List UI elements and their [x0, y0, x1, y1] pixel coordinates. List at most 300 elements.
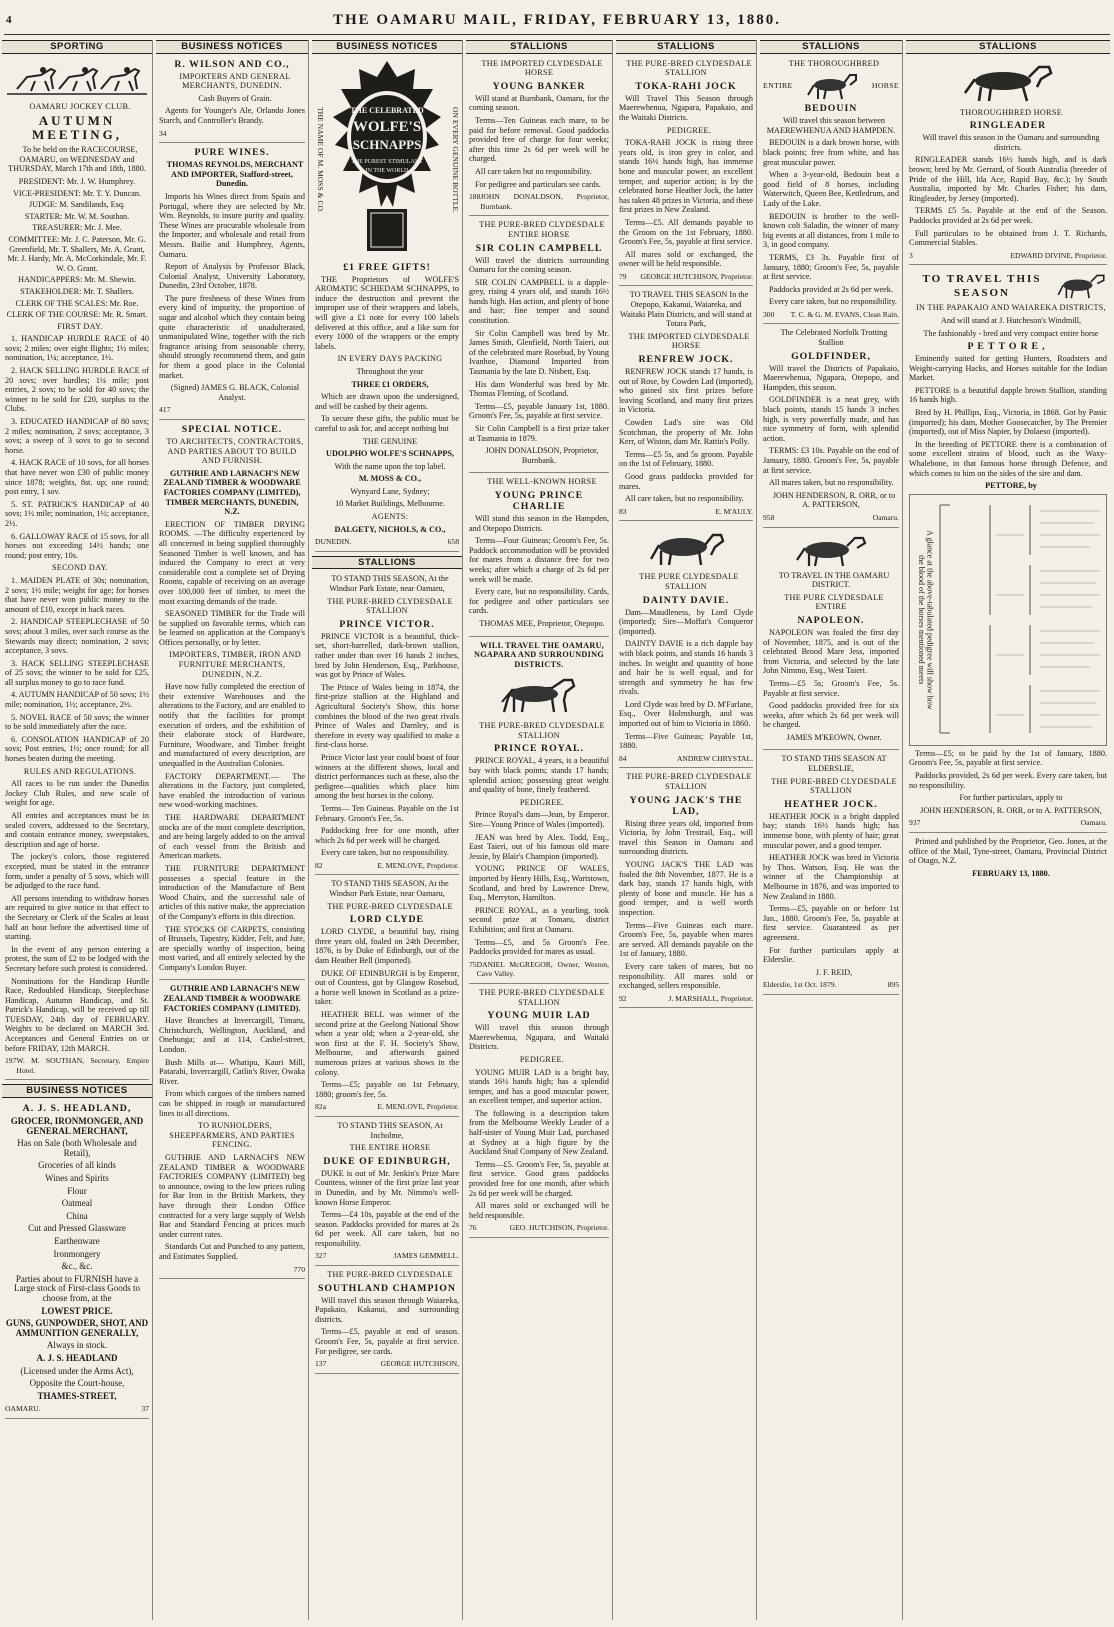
race-entry: 4. HACK RACE of 10 sovs, for all horses that have never won £30 of public money since 1878; weights, 8st. up; one round; post entry, 1 sov. — [5, 458, 149, 497]
grocer-line: Has on Sale (both Wholesale and Retail), — [17, 1138, 137, 1158]
stallion-type: THE IMPORTED CLYDESDALE HORSE — [628, 331, 750, 351]
official-entry: PRESIDENT: Mr. J. W. Humphrey. — [18, 176, 136, 186]
stallion-paragraph: In the breeding of PETTORE there is a combination of some excellent strains of blood, such as the Waxy-Whalebone, in that famous horse through Defence, and which comes to him on the sides of the sire and dam. — [909, 439, 1107, 478]
stallion-paragraph: Bred by H. Phillips, Esq., Victoria, in 1868. Got by Panic (imported); his dam, Mother Goosecatcher, by The Premier (imported), out of Miss Napier, by Dolaeso (imported). — [909, 408, 1107, 437]
official-entry: CLERK OF THE SCALES: Mr. Roe. — [15, 298, 139, 308]
stallion-paragraph: Terms—Ten Guineas each mare, to be paid for before removal. Good paddocks provided free of charge for four weeks; after this time 2s 6d per week will be charged. — [469, 115, 609, 164]
stallion-name: GOLDFINDER, — [791, 350, 871, 362]
printer-imprint — [909, 837, 1107, 885]
stallion-name: PRINCE VICTOR. — [339, 618, 435, 630]
grocer-line: Oatmeal — [61, 1198, 93, 1209]
proprietor-signature: GEORGE HUTCHISON, Proprietor. — [640, 271, 753, 281]
stallion-name: HEATHER JOCK. — [784, 798, 878, 810]
company-name: GUTHRIE AND LARNACH'S NEW ZEALAND TIMBER & WOODWARE FACTORIES COMPANY (LIMITED), TIMBER MERCHANTS, DUNEDIN, N.Z. — [163, 468, 301, 517]
travel-heading: TO TRAVEL THIS SEASON In the Otepopo, Kakanui, Waiareka, and Waitaki Plain Districts, and will stand at Totara Park, — [620, 290, 752, 329]
stallion-paragraph: TERMS, £3 3s. Payable first of January, 1880; Groom's Fee, 5s, payable at first service. — [763, 252, 899, 282]
stallion-paragraph: Terms—£5; payable on 1st February, 1880; groom's fee, 5s. — [315, 1080, 459, 1099]
proprietor-signature: DANIEL McGREGOR, Owner, Weston, Cave Valley. — [476, 959, 609, 979]
proprietor-signature: T. C. & G. M. EVANS, Clean Rain. — [790, 309, 899, 319]
advert-ref: 417 — [159, 405, 171, 415]
advert-paragraph: Have Branches at Invercargill, Timaru, Christchurch, Wellington, Auckland, and Onehunga; and at 114, Cashel-street, London. — [159, 1016, 305, 1055]
stallion-paragraph: For further particulars apply at Elderslie. — [763, 945, 899, 965]
advert-line: Cash Buyers of Grain. — [198, 93, 272, 103]
stallion-paragraph: For pedigree and particulars see cards. — [475, 179, 601, 189]
race-entry: 5. NOVEL RACE of 50 sovs; the winner to be sold immediately after the race. — [5, 712, 149, 732]
officials-list — [5, 177, 149, 320]
official-entry: CLERK OF THE COURSE: Mr. R. Smart. — [6, 310, 148, 320]
travel-area: IN THE PAPAKAIO AND WAIAREKA DISTRICTS, — [915, 303, 1107, 313]
travel-heading: TO TRAVEL THIS SEASON — [922, 273, 1042, 300]
clydesdale-horse-engraving — [641, 525, 731, 569]
young-jacks-the-lad-advert — [619, 772, 753, 1008]
stallion-paragraph: Paddocks provided, 2s 6d per week. Every care taken, but no responsibility. — [909, 771, 1107, 790]
prince-victor-advert — [315, 574, 459, 875]
proprietor-signature: JOHN DONALDSON, Proprietor, Burnbank. — [480, 192, 609, 211]
official-entry: COMMITTEE: Mr. J. C. Paterson, Mr. G. Greenfield, Mr. T. Shallers, Mr. A. Grant, Mr. J. Hardy, Mr. A. McCorkindale, Mr. F. W. O. Grant. — [7, 234, 147, 273]
stallion-paragraph: Terms—£5 5s, and 5s groom. Payable on the 1st of February, 1880. — [619, 449, 753, 469]
proprietor-signature: GEO. HUTCHISON, Proprietor. — [509, 1223, 609, 1233]
stallion-name: NAPOLEON. — [797, 614, 865, 626]
stallion-name: BEDOUIN — [804, 103, 858, 115]
seal-main-text-line2: SCHNAPPS — [352, 136, 422, 152]
column-heading-stallions: STALLIONS — [616, 40, 756, 54]
stallion-paragraph: Terms—£5; to be paid by the 1st of January, 1880. Groom's Fee, 5s, payable at first service. — [909, 748, 1107, 768]
advert-heading: PURE WINES. — [194, 147, 270, 159]
official-entry: JUDGE: M. Sandilands, Esq. — [29, 200, 125, 210]
advert-ref: 188 — [469, 192, 481, 202]
prince-royal-advert — [469, 641, 609, 984]
duke-edinburgh-advert — [315, 1121, 459, 1266]
stallion-paragraph: Sir Colin Campbell was bred by Mr. James Smith, Glenfield, North Taieri, out of the celebrated mare Rosebud, by Young Ivanhoe, Diamond Imported from Tasmania by the late D. Nisbett, Esq. — [469, 328, 609, 377]
agent-address: 10 Market Buildings, Melbourne. — [335, 499, 445, 509]
stallion-paragraph: TERMS: £3 10s. Payable on the end of January, 1880. Groom's Fee, 5s, payable at first service. — [763, 446, 899, 475]
pettore-advert — [909, 269, 1107, 833]
stallion-paragraph: All mares sold or exchanged, the owner will be held responsible. — [619, 249, 753, 269]
advert-line: THE GENUINE — [362, 436, 418, 446]
stallion-name: YOUNG JACK'S THE LAD, — [629, 794, 743, 817]
stallion-paragraph: Will travel this season through Maerewhenua, Ngapara, and Waitaki Districts. — [469, 1023, 609, 1052]
advert-paragraph: TO RUNHOLDERS, SHEEPFARMERS, AND PARTIES FENCING. — [169, 1121, 295, 1150]
stallion-paragraph: Terms—£5, payable on or before 1st Jan., 1880. Groom's Fee, 5s, payable at first service. Guaranteed as per agreement. — [763, 904, 899, 942]
stallion-heading: TO STAND THIS SEASON, At the Windsor Park Estate, near Oamaru, — [329, 879, 449, 899]
advert-ref: 770 — [293, 1264, 305, 1274]
advert-ref: 3 — [909, 250, 913, 260]
stallion-paragraph: Will stand this season in the Hampden, and Otepopo Districts. — [469, 513, 609, 533]
stallion-paragraph: Will travel this season through Waiareka, Papakaio, Kakanui, and surrounding districts. — [315, 1295, 459, 1324]
official-entry: HANDICAPPERS: Mr. M. Shewin. — [18, 275, 136, 285]
advert-ref: 658 — [447, 537, 459, 547]
race-entry: 2. HANDICAP STEEPLECHASE of 50 sovs; about 3 miles, over such course as the Stewards may direct; nomination, 2 sovs; acceptance, 3 sovs. — [5, 617, 149, 656]
stallion-paragraph: HEATHER BELL was winner of the second prize at the Geelong National Show when a year old; when a 2-year-old, she won first at the F. H. Society's Show, Melbourne, and afterwards gained numerous prizes at various shows in the colony. — [315, 1010, 459, 1077]
gifts-heading: £1 FREE GIFTS! — [343, 261, 431, 273]
pedigree-brackets — [910, 495, 1106, 743]
stallion-name: SIR COLIN CAMPBELL — [475, 242, 603, 254]
sir-colin-campbell-advert — [469, 220, 609, 473]
guthrie-branches-advert — [159, 984, 305, 1279]
race-entry: 4. AUTUMN HANDICAP of 50 sovs; 1½ mile; nomination, 1½; acceptance, 2½. — [5, 690, 149, 710]
stallion-type: THE PURE CLYDESDALE ENTIRE — [784, 592, 884, 612]
draught-horse-engraving — [494, 672, 584, 718]
column-heading-stallions: STALLIONS — [466, 40, 612, 54]
proprietor-signature: J. F. REID, — [815, 967, 853, 977]
grocer-line: THAMES-STREET, — [37, 1390, 117, 1401]
stallion-paragraph: JEAN was bred by Alex. Todd, Esq., East Taieri, out of his famous old mare Jessie, by Blair's Champion (imported). — [469, 832, 609, 861]
advert-town: Oamaru. — [872, 512, 899, 522]
stallion-type: THE PURE-BRED CLYDESDALE STALLION — [479, 721, 605, 740]
advert-ref: 197 — [5, 1056, 17, 1066]
stallion-paragraph: When a 3-year-old, Bedouin beat a good field of 8 horses, including Waterwitch, Queen Bee, Kettledrum, and Lady of the Lake. — [763, 170, 899, 208]
grocer-line: Earthenware — [54, 1235, 100, 1246]
stallion-paragraph: NAPOLEON was foaled the first day of November, 1875, and is out of the celebrated Brood Mare Jess, imported from Victoria, and selected by the late John Nimmo, Esq., West Taieri. — [763, 627, 899, 676]
grocer-line: Ironmongery — [53, 1248, 101, 1259]
thoroughbred-horse-engraving — [953, 59, 1063, 105]
stallion-paragraph: Terms—Five Guineas; Payable 1st, 1880. — [619, 731, 753, 751]
column-stallions-5 — [906, 40, 1110, 1620]
proprietor-signature: THOMAS MEE, Proprietor, Otepopo. — [479, 618, 605, 628]
advert-paragraph: The pure freshness of these Wines from every kind of impurity, the proportion of sugar and alcohol which they contain being quite characteristic of unadulterated, unmanipulated Wine, together with the rich fragrance arising from seasonable cherry, should strongly recommend them, and gain for them a good place in the Colonial market. — [159, 293, 305, 380]
company-name: GUTHRIE AND LARNACH'S NEW ZEALAND TIMBER & WOODWARE FACTORIES COMPANY (LIMITED). — [163, 984, 301, 1013]
stallion-paragraph: TOKA-RAHI JOCK is rising three years old, is iron grey in color, and stands 16½ hands high, has immense bone and muscular power, an excellent temper, and superior action; is by the celebrated horse Heather Jock, the latter has taken 48 prizes in Victoria, and these first prizes in New Zealand. — [619, 138, 753, 215]
grocer-name: A. J. S. HEADLAND, — [22, 1103, 132, 1115]
stallion-paragraph: LORD CLYDE, a beautiful bay, rising three years old, foaled on 24th December, 1876, is by Duke of Edinburgh, out of the dam Heather Bell (imported). — [315, 927, 459, 966]
advert-line: With the name upon the top label. — [334, 461, 446, 471]
agents-heading: AGENTS: — [371, 512, 409, 522]
race-entry: 5. ST. PATRICK'S HANDICAP of 40 sovs; 1½ mile; nomination, 1½; acceptance, 2½. — [5, 499, 149, 528]
stallion-type: THE PURE-BRED CLYDESDALE STALLION — [771, 776, 897, 796]
stallion-paragraph: Paddocking free for one month, after which 2s 6d per week will be charged. — [315, 826, 459, 845]
young-banker-advert — [469, 59, 609, 217]
advert-town: Oamaru. — [1080, 818, 1107, 828]
race-entry: 2. HACK SELLING HURDLE RACE of 20 sovs; over hurdles; 1¼ mile; post entries, 2 sovs; to be sold for 40 sovs; the winner to be sold for £20, surplus to the Clubs. — [5, 366, 149, 414]
guthrie-timber-advert — [159, 424, 305, 980]
advert-ref: 137 — [315, 1359, 327, 1369]
imprint-date: FEBRUARY 13, 1880. — [972, 868, 1050, 878]
advert-signature: (Signed) JAMES G. BLACK, Colonial Analyst. — [170, 383, 300, 402]
goldfinder-advert — [763, 328, 899, 527]
grocer-line: Groceries of all kinds — [38, 1160, 116, 1171]
advert-ref: 76 — [469, 1223, 477, 1233]
stallion-paragraph: HEATHER JOCK is a bright dappled bay; stands 16½ hands high; has immense bone, with plenty of hair; great muscular power, and a good temper. — [763, 811, 899, 850]
advert-heading: SPECIAL NOTICE. — [181, 424, 283, 435]
stallion-paragraph: Every care taken, but no responsibility. — [321, 848, 449, 858]
stallion-paragraph: DAINTY DAVIE is a rich dapple bay with black points, and stands 16 hands 3 inches. In weight and quantity of bone and hair he is well equal, and for strength and symmetry he has few rivals. — [619, 639, 753, 697]
advert-paragraph: FACTORY DEPARTMENT.— The alterations in the Factory, just completed, have enabled the introduction of various new wood-working machines. — [159, 771, 305, 810]
column-heading-stallions: STALLIONS — [906, 40, 1110, 54]
advert-ref: 79 — [619, 271, 627, 281]
day-one-heading: FIRST DAY. — [57, 321, 103, 331]
stallion-type: THE PURE-BRED CLYDESDALE STALLION — [479, 987, 605, 1007]
pedigree-table — [909, 494, 1107, 746]
stallion-heading: TO STAND THIS SEASON, At Incholme, — [337, 1120, 443, 1140]
advert-paragraph: Standards Cut and Punched to any pattern, and Estimates Supplied. — [159, 1242, 305, 1261]
advert-line: Agents for Younger's Ale, Orlando Jones Starch, and Controller's Brandy. — [159, 106, 305, 125]
stallion-type: THE PURE-BRED CLYDESDALE ENTIRE HORSE — [479, 220, 605, 239]
grocer-line: GUNS, GUNPOWDER, SHOT, AND AMMUNITION GENERALLY, — [5, 1318, 149, 1338]
stallion-paragraph: His dam Wonderful was bred by Mr. Thomas Fleming, of Scotland. — [469, 379, 609, 399]
grocer-line: &c., &c. — [61, 1261, 93, 1272]
stallion-paragraph: Eminently suited for getting Hunters, Roadsters and Weight-carrying Hacks, and Horses suitable for the Indian Market. — [909, 354, 1107, 383]
advert-paragraph: Have now fully completed the erection of their extensive Warehouses and the alterations to the Factory, and are enabled to notify that the facilities for prompt execution of orders, and the exhibition of their elaborate stock of Hardware, Furniture, Woodware, and Timber freight and manufactured of every description, are unequalled in the Australian Colonies. — [159, 682, 305, 768]
schnapps-advert — [315, 59, 459, 552]
advert-ref: 937 — [909, 818, 921, 828]
proprietor-signature: EDWARD DIVINE, Proprietor. — [1010, 250, 1107, 260]
stallion-type: And will stand at J. Hutcheson's Windmill, — [940, 315, 1082, 325]
stallion-paragraph: PRINCE ROYAL, 4 years, is a beautiful bay with black points; stands 17 hands; splendid action; possessing great weight and quality of bone, finely feathered. — [469, 756, 609, 795]
advert-paragraph: ERECTION OF TIMBER DRYING ROOMS. —The difficulty experienced by all concerned in being supplied thoroughly Seasoned Timber is well known, and has induced the Company to erect at very considerable cost a complete set of Drying Rooms, capable of receiving on an average over 100,000 feet of timber, to meet the most exacting demands of the trade. — [159, 519, 305, 606]
stallion-name: YOUNG MUIR LAD — [487, 1010, 591, 1022]
advert-line: IN EVERY DAYS PACKING — [337, 354, 443, 364]
column-heading-business: BUSINESS NOTICES — [156, 40, 308, 54]
stallion-paragraph: All mares taken, but no responsibility. — [769, 478, 894, 488]
advert-ref: 327 — [315, 1251, 327, 1261]
page-number: 4 — [6, 14, 12, 26]
masthead — [0, 0, 1114, 36]
stallion-paragraph: Good paddocks provided free for six weeks, after which 2s 6d per week will be charged. — [763, 701, 899, 730]
stallion-label: ENTIRE — [763, 81, 793, 91]
stallion-name: PRINCE ROYAL. — [494, 743, 584, 755]
meeting-intro: To be held on the RACECOURSE, OAMARU, on WEDNESDAY and THURSDAY, March 17th and 18th, 1880. — [8, 145, 146, 174]
stallion-name: YOUNG BANKER — [492, 80, 586, 92]
stallion-name: RENFREW JOCK. — [638, 354, 734, 366]
agent-address: Wynyard Lane, Sydney; — [350, 486, 430, 496]
stallion-paragraph: All care taken but no responsibility. — [475, 166, 592, 176]
stallion-paragraph: Every care, but no responsibility. Cards, for pedigree and other particulars see cards. — [469, 587, 609, 616]
official-entry: TREASURER: Mr. J. Mee. — [32, 223, 122, 233]
advert-paragraph: Imports his Wines direct from Spain and Portugal, where they are selected by Mr. Wm. Reynolds, to insure purity and quality. These Wines are procurable wholesale from the Importer, and wholesale and retail from Messrs. Bailie and Humphrey, Agents, Oamaru. — [159, 191, 305, 259]
stallion-paragraph: PRINCE VICTOR is a beautiful, thick-set, short-barrelled, dark-brown stallion, rather under than over 16 hands 2 inches, bred by John Henderson, Esq., Parkhouse, was got by Prince of Wales. — [315, 631, 459, 680]
stallion-paragraph: Terms—£5. Groom's Fee, 5s, payable at first service. Good grass paddocks provided free for one month, after which 2s 6d per week will be charged. — [469, 1159, 609, 1198]
advert-ref: 83 — [619, 506, 627, 516]
advert-ref: 958 — [763, 512, 775, 522]
day-two-heading: SECOND DAY. — [51, 563, 109, 573]
pure-wines-advert — [159, 147, 305, 420]
stallion-paragraph: RINGLEADER stands 16½ hands high, and is dark brown; bred by Mr. Gerrard, of South Australia (breeder of Pride of the Hill, Ida Ace, Rapid Bay, &c.); by South Australia, imported by Mr. Charles Fisher; his dam, Ringleader, by Jersey (imported). — [909, 155, 1107, 203]
stallion-paragraph: YOUNG PRINCE OF WALES, imported by Henry Hills, Esq., Wartstown, Scotland, and bred by Lawrence Drew, Esq., Merryton, Hamilton. — [469, 864, 609, 903]
toka-rahi-jock-advert — [619, 59, 753, 287]
official-entry: VICE-PRESIDENT: Mr. T. Y. Duncan. — [12, 188, 141, 198]
advert-subheading: TO ARCHITECTS, CONTRACTORS, AND PARTIES ABOUT TO BUILD AND FURNISH. — [166, 437, 304, 466]
advert-ref: 895 — [887, 980, 899, 990]
rule-entry: The jockey's colors, those registered excepted, must be stated in the entrance form, under a penalty of 5 sovs, which will be adjudged to the race fund. — [5, 852, 149, 891]
agents-name: DALGETY, NICHOLS, & CO., — [334, 524, 446, 534]
proprietor-signature: JOHN HENDERSON, R. ORR, or to A. PATTERSON, — [920, 805, 1102, 815]
stallion-type: THE PURE-BRED CLYDESDALE STALLION — [626, 58, 752, 78]
seal-side-text: ON EVERY GENUINE BOTTLE. — [451, 106, 460, 213]
napoleon-advert — [763, 532, 899, 751]
schnapps-seal-logo — [327, 59, 447, 259]
stallion-label: HORSE — [871, 81, 899, 91]
stallion-paragraph: The fashionably - bred and very compact entire horse — [923, 328, 1099, 338]
advert-paragraph: From which cargoes of the timbers named can be shipped in rough or manufactured lines to all directions. — [159, 1089, 305, 1118]
newspaper-title: THE OAMARU MAIL, FRIDAY, FEBRUARY 13, 1880. — [333, 12, 781, 28]
stallion-type: THE PURE-BRED CLYDESDALE — [327, 1270, 453, 1280]
grocer-line: China — [66, 1210, 88, 1221]
stallion-paragraph: GOLDFINDER is a neat grey, with black points, stands 15 hands 3 inches high, is very powerfully made, and has nice symmetry of form, with splendid action. — [763, 395, 899, 443]
seal-side-text: THE NAME OF M. MOSS & CO. — [315, 106, 325, 213]
stallion-paragraph: Will stand at Burnbank, Oamaru, for the coming season. — [469, 93, 609, 113]
jockey-club-advert — [5, 59, 149, 1081]
travel-heading: WILL TRAVEL THE OAMARU, NGAPARA AND SURROUNDING DISTRICTS. — [473, 640, 605, 669]
stallion-name: RINGLEADER — [969, 120, 1047, 132]
merchant-name: R. WILSON AND CO., — [174, 58, 290, 70]
advert-ref: 82a — [315, 1102, 326, 1112]
stallion-paragraph: Will Travel This Season through Maerewhenua, Ngapara, Papakaio, and the Waitaki Districts. — [619, 93, 753, 122]
stallion-heading: TO STAND THIS SEASON AT ELDERSLIE, — [781, 754, 887, 774]
lord-clyde-advert — [315, 879, 459, 1116]
meeting-title: AUTUMN MEETING, — [31, 113, 123, 143]
stallion-paragraph: Terms—Four Guineas; Groom's Fee, 5s. Paddock accommodation will be provided for mares from a distance free for two weeks; after which a charge of 2s 6d per week will be made. — [469, 536, 609, 584]
rule-entry: Nominations for the Handicap Hurdle Race, Redoubled Handicap, Steeplechase Handicap, Autumn Handicap, and St. Patrick's Handicap, will be received up till TUESDAY, 24th day of FEBRUARY. Weights to be declared on MARCH 3rd. Acceptances and General Entries on or before FRIDAY, 12th MARCH. — [5, 976, 149, 1053]
proprietor-signature: ANDREW CHRYSTAL. — [676, 753, 753, 763]
imprint-text: Printed and published by the Proprietor, Geo. Jones, at the office of the Mail, Tyne-street, Oamaru, Provincial District of Otago, N.Z. — [909, 836, 1107, 866]
pedigree-heading: PEDIGREE. — [519, 797, 565, 807]
grocer-line: Flour — [67, 1185, 87, 1196]
stallion-paragraph: Lord Clyde was bred by D. M'Farlane, Esq., Over Holmsburgh, and was imported out of him to Victoria in 1860. — [619, 699, 753, 729]
stallion-paragraph: Prince Royal's dam—Jean, by Emperor. Sire—Young Prince of Wales (imported). — [469, 810, 609, 830]
column-heading-sporting: SPORTING — [2, 40, 152, 54]
thoroughbred-horse-engraving — [804, 71, 860, 101]
advert-ref: 300 — [763, 309, 775, 319]
proprietor-signature: JOHN HENDERSON, R. ORR, or to A. PATTERSON, — [772, 490, 896, 510]
grocer-line: Always in stock. — [46, 1340, 108, 1351]
stallion-name: TOKA-RAHI JOCK — [635, 80, 737, 92]
stallion-type: THOROUGHBRED HORSE — [959, 107, 1063, 117]
proprietor-signature: JOHN DONALDSON, Proprietor, Burnbank. — [485, 446, 599, 465]
horse-engraving — [1055, 269, 1107, 303]
advert-ref: 37 — [141, 1404, 149, 1414]
stallion-paragraph: Terms—Five Guineas each mare. Groom's Fee, 5s, payable when mares are served. All demands payable on the 1st of January, 1880. — [619, 920, 753, 959]
rule-entry: All races to be run under the Dunedin Jockey Club Rules, and new scale of weight for age. — [5, 779, 149, 808]
stallion-paragraph: BEDOUIN is a dark brown horse, with black points; free from white, and has great muscular power. — [763, 138, 899, 167]
stallion-paragraph: The following is a description taken from the Melbourne Weekly Leader of a half-sister of Young Muir Lad, purchased at Sydney at a high figure by the Auckland Stud Company of New Zealand. — [469, 1108, 609, 1157]
agent-name: M. MOSS & CO., — [358, 474, 422, 484]
stallion-paragraph: Paddocks provided at 2s 6d per week. — [769, 284, 893, 294]
advert-line: THREE £1 ORDERS, — [351, 379, 429, 389]
advert-line: Which are drawn upon the undersigned, and will be cashed by their agents. — [315, 392, 459, 411]
stallion-type: THE IMPORTED CLYDESDALE HORSE — [481, 58, 603, 78]
agents-town: DUNEDIN. — [315, 537, 352, 547]
advert-line: UDOLPHO WOLFE'S SCHNAPPS, — [326, 449, 454, 459]
stallion-paragraph: Dam—Maudleness, by Lord Clyde (imported); Sire—Moffat's Conqueror (imported). — [619, 607, 753, 636]
stallion-name: YOUNG PRINCE CHARLIE — [494, 489, 584, 512]
column-stallions-2 — [466, 40, 613, 1620]
stallion-type: THE THOROUGHBRED — [788, 58, 880, 68]
column-heading-business: BUSINESS NOTICES — [312, 40, 462, 54]
pedigree-heading: PEDIGREE. — [519, 1054, 565, 1064]
advert-ref: 82 — [315, 860, 323, 870]
southland-champion-advert — [315, 1270, 459, 1374]
stallion-paragraph: Cowden Lad's sire was Old Scotchman, the property of Mr. John Kerr, of Wiston, dam Mr. Rattin's Polly. — [619, 418, 753, 447]
advert-paragraph: Bush Mills at— Whatipu, Kauri Mill, Patarahi, Invercargill, Catlin's River, Owaka River. — [159, 1057, 305, 1086]
stallion-paragraph: Will travel this season in the Oamaru and surrounding districts. — [922, 133, 1100, 152]
stallion-paragraph: All care taken, but no responsibility. — [625, 494, 744, 504]
stallion-name: DUKE OF EDINBURGH, — [323, 1155, 451, 1167]
column-sporting — [2, 40, 153, 1620]
race-entry: 1. HANDICAP HURDLE RACE of 40 sovs; 2 miles; over eight flights; 1½ miles; nomination, 1¼; acceptance, 1½. — [5, 334, 149, 363]
advert-paragraph: THE STOCKS OF CARPETS, consisting of Brussels, Tapestry, Kidder, Felt, and Jute, are specially worthy of inspection, being most varied, and all entirely selected by the Company's London Buyer. — [159, 924, 305, 972]
stallion-paragraph: All mares sold or exchanged will be held responsible. — [469, 1201, 609, 1220]
stallion-paragraph: PETTORE is a beautiful dapple brown Stallion, standing 16 hands high. — [909, 385, 1107, 405]
stallion-paragraph: Terms—£5. All demands payable to the Groom on the 1st February, 1880. Groom's Fee, 5s, payable at first service. — [619, 217, 753, 247]
stallion-paragraph: Will travel the districts surrounding Oamaru for the coming season. — [469, 255, 609, 275]
stallion-paragraph: Good grass paddocks provided for mares. — [619, 471, 753, 491]
stallion-paragraph: Every care taken of mares, but no responsibility. All mares sold or exchanged, sellers responsible. — [619, 961, 753, 991]
stallion-paragraph: TERMS £5 5s. Payable at the end of the Season. Paddocks provided at 2s 6d per week. — [909, 206, 1107, 225]
grocer-line: Parties about to FURNISH have a Large stock of First-class Goods to choose from, at the — [13, 1273, 141, 1303]
renfrew-jock-advert — [619, 290, 753, 521]
travel-heading: TO TRAVEL IN THE OAMARU DISTRICT. — [778, 570, 890, 590]
advert-paragraph: THE HARDWARE DEPARTMENT stocks are of the most complete description, and are being largely added to on the arrival of each vessel from the British and American markets. — [159, 812, 305, 861]
grocer-line: Wines and Spirits — [45, 1173, 109, 1183]
advert-date: Elderslie, 1st Oct. 1879. — [763, 980, 837, 990]
stallion-paragraph: PRINCE ROYAL, as a yearling, took second prize at Tomaru, district Exhibition; and first at Oamaru. — [469, 905, 609, 934]
rule-entry: All persons intending to withdraw horses are required to give notice to that effect to the Secretary or Clerk of the Scales at least half an hour before the advertised time of starting. — [5, 893, 149, 942]
stallion-paragraph: Terms—£4 10s, payable at the end of the season. Paddocks provided for mares at 2s 6d per week. All care taken, but no responsibility. — [315, 1210, 459, 1248]
rule-entry: All entries and acceptances must be in sealed covers, addressed to the Secretary, and contain entrance money, sweepstakes, description and age of horse. — [5, 811, 149, 849]
ringleader-advert — [909, 59, 1107, 266]
stallion-type: THE PURE-BRED CLYDESDALE — [327, 901, 453, 911]
seal-top-text: THE CELEBRATED — [350, 105, 424, 115]
pedigree-heading: PETTORE, by — [985, 481, 1037, 491]
masthead-rule — [4, 34, 1110, 35]
stallion-paragraph: Will travel the Districts of Papakaio, Maerewhenua, Ngapara, Otepopo, and Hampden, this season. — [763, 363, 899, 392]
race-entry: 6. GALLOWAY RACE of 15 sovs, for all horses not exceeding 14½ hands; one round; post entry, 10s. — [5, 531, 149, 560]
club-name: OAMARU JOCKEY CLUB. — [29, 101, 131, 111]
dainty-davie-advert — [619, 525, 753, 768]
advert-ref: 92 — [619, 993, 627, 1003]
stallion-paragraph: Full particulars to be obtained from J. T. Richards, Commercial Stables. — [909, 228, 1107, 248]
proprietor-signature: E. M'AULY. — [715, 506, 753, 516]
advert-line: Throughout the year — [356, 366, 424, 376]
stallion-paragraph: Rising three years old, imported from Victoria, by John Trestrail, Esq., will travel this Season in Oamaru and surrounding districts. — [619, 818, 753, 857]
stallion-heading: The Celebrated Norfolk Trotting Stallion — [780, 328, 888, 348]
stallion-paragraph: YOUNG JACK'S THE LAD was foaled the 8th November, 1877. He is a dark bay, stands 17 hands high, with plenty of bone and muscle. He has a good temper, and is well worth inspection. — [619, 860, 753, 917]
merchant-name: THOMAS REYNOLDS, MERCHANT AND IMPORTER, Stafford-street, Dunedin. — [166, 160, 304, 189]
stallion-paragraph: Terms— Ten Guineas. Payable on the 1st February. Groom's Fee, 5s. — [315, 803, 459, 823]
grocer-line: A. J. S. HEADLAND — [36, 1352, 118, 1363]
stallion-paragraph: RENFREW JOCK stands 17 hands, is out of Rose, by Cowden Lad (imported), who gained six first prizes before leaving Scotland, and many first prizes in Victoria. — [619, 367, 753, 415]
pedigree-note: A glance at the above-tabulated pedigree will show how the blood of the horses mentioned meets — [916, 530, 935, 710]
young-muir-lad-advert — [469, 988, 609, 1238]
stallion-type: THE PURE-BRED CLYDESDALE STALLION — [626, 772, 752, 792]
seal-sub-text-2: IN THE WORLD — [365, 167, 409, 174]
race-entry: 6. CONSOLATION HANDICAP of 20 sovs; Post entries, 1½; once round; for all horses beaten during the meeting. — [5, 734, 149, 764]
grocer-town: OAMARU. — [5, 1404, 41, 1414]
proprietor-signature: E. MENLOVE, Proprietor. — [377, 860, 459, 870]
stallion-paragraph: Terms—£5, and 5s Groom's Fee. Paddocks provided for mares as usual. — [469, 937, 609, 957]
seal-sub-text: THE PUREST STIMULANT — [351, 158, 423, 165]
stallion-paragraph: DUKE is out of Mr. Jenkin's Prize Mare Countess, winner of the first prize last year in Dunedin, and by Mr. Nimmo's well-known Horse Emperor. — [315, 1168, 459, 1207]
stallion-paragraph: For further particulars, apply to — [959, 793, 1063, 803]
secretary-signature: W. M. SOUTHAN, Secretary, Empire Hotel. — [16, 1056, 149, 1075]
advert-paragraph: Report of Analysis by Professor Black, Colonial Analyst, University Laboratory, Dunedin, 23rd October, 1878. — [159, 262, 305, 291]
grocer-advert — [5, 1103, 149, 1419]
column-heading-business: BUSINESS NOTICES — [2, 1084, 152, 1098]
stallion-paragraph: DUKE OF EDINBURGH is by Emperor, out of Countess, got by Glasgow Rosebud, a horse well known in Scotland as a prize-taker. — [315, 968, 459, 1007]
official-entry: STAKEHOLDER: Mr. T. Shallers. — [20, 286, 134, 296]
stallion-name: SOUTHLAND CHAMPION — [317, 1282, 457, 1294]
stallion-heading: TO STAND THIS SEASON, At the Windsor Park Estate, near Oamaru, — [329, 574, 449, 594]
wilson-advert — [159, 59, 305, 144]
stallion-type: THE PURE-BRED CLYDESDALE STALLION — [327, 596, 453, 616]
column-business — [156, 40, 309, 1620]
proprietor-signature: JAMES M'KEOWN, Owner. — [786, 732, 882, 742]
racing-horses-engraving — [7, 59, 147, 99]
stallion-name: PETTORE, — [967, 341, 1049, 353]
grocer-line: Opposite the Court-house, — [29, 1378, 125, 1389]
stallion-paragraph: The Prince of Wales being in 1874, the first-prize stallion at the Highland and Agricultural Society's Show, this horse combines the blood of the two great rivals Prince of Wales and Darnley, and is therefore in every way qualified to make a first-class horse. — [315, 682, 459, 750]
merchant-subtitle: IMPORTERS AND GENERAL MERCHANTS, DUNEDIN. — [179, 71, 291, 91]
